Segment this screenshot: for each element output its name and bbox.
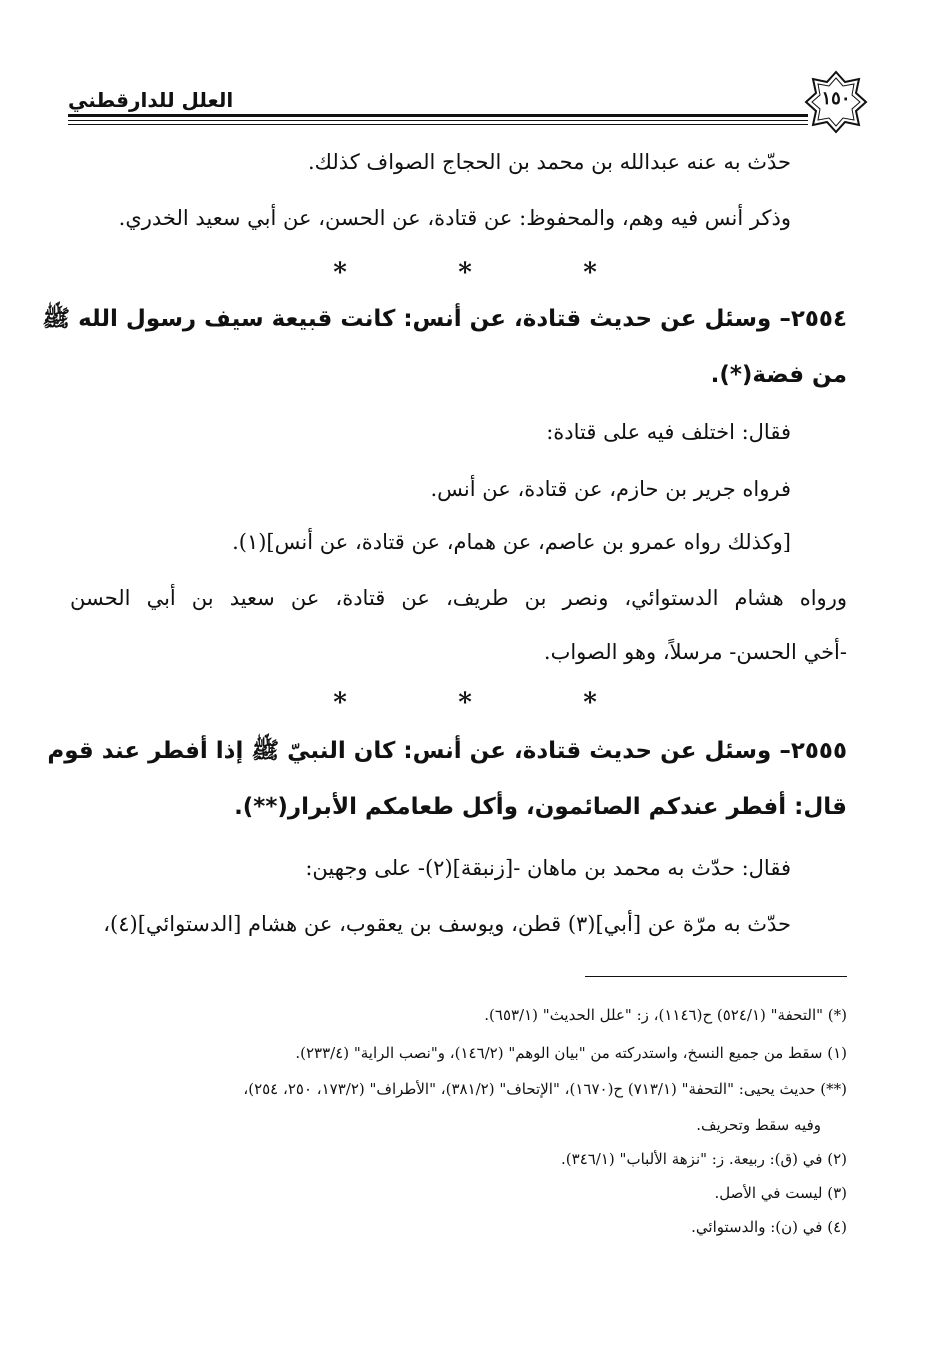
text-line: فقال: حدّث به محمد بن ماهان -[زنبقة](٢)- على وجهين: [305,856,791,880]
separator-star: * [333,258,347,288]
hadith-heading-continued: من فضة(*). [710,362,847,388]
footnote: (٢) في (ق): ربيعة. ز: "نزهة الألباب" (٣٤٦/١). [561,1150,847,1168]
separator-star: * [458,258,472,288]
text-line: حدّث به مرّة عن [أبي](٣) قطن، ويوسف بن يعقوب، عن هشام [الدستوائي](٤)، [103,912,791,936]
page-header [68,70,868,132]
section-separator [330,258,600,288]
footnote: (١) سقط من جميع النسخ، واستدركته من "بيان الوهم" (١٤٦/٢)، و"نصب الراية" (٢٣٣/٤). [295,1044,847,1062]
hadith-heading-continued: قال: أفطر عندكم الصائمون، وأكل طعامكم الأبرار(**). [234,794,847,820]
text-line: فرواه جرير بن حازم، عن قتادة، عن أنس. [430,477,791,501]
page-number: ١٥٠ [821,88,851,109]
text-line: فقال: اختلف فيه على قتادة: [546,420,791,444]
separator-star: * [333,688,347,718]
text-line: حدّث به عنه عبدالله بن محمد بن الحجاج الصواف كذلك. [307,150,791,174]
footnote: (**) حديث يحيى: "التحفة" (٧١٣/١) ح(١٦٧٠)، "الإتحاف" (٣٨١/٢)، "الأطراف" (١٧٣/٢، ٢٥٠، ٢٥٤)، [243,1080,847,1098]
separator-star: * [583,688,597,718]
footnote-separator [585,976,847,977]
text-line: ورواه هشام الدستوائي، ونصر بن طريف، عن قتادة، عن سعيد بن أبي الحسن [70,586,847,610]
page-number-badge [804,70,868,134]
footnote: (٣) ليست في الأصل. [714,1184,847,1202]
text-line: وذكر أنس فيه وهم، والمحفوظ: عن قتادة، عن الحسن، عن أبي سعيد الخدري. [118,206,791,230]
footnote: (٤) في (ن): والدستوائي. [691,1218,847,1236]
separator-star: * [583,258,597,288]
separator-star: * [458,688,472,718]
hadith-heading: ٢٥٥٤– وسئل عن حديث قتادة، عن أنس: كانت قبيعة سيف رسول الله ﷺ [42,306,847,332]
header-rule-thin [68,124,808,125]
text-line: -أخي الحسن- مرسلاً، وهو الصواب. [543,640,847,664]
header-rule-thick [68,114,808,117]
text-line: [وكذلك رواه عمرو بن عاصم، عن همام، عن قتادة، عن أنس](١). [232,530,791,554]
footnote-continued: وفيه سقط وتحريف. [696,1116,821,1134]
hadith-heading: ٢٥٥٥– وسئل عن حديث قتادة، عن أنس: كان النبيّ ﷺ إذا أفطر عند قوم [47,738,847,764]
section-separator [330,688,600,718]
footnote: (*) "التحفة" (٥٢٤/١) ح(١١٤٦)، ز: "علل الحديث" (٦٥٣/١). [484,1006,847,1024]
running-book-title: العلل للدارقطني [68,88,234,112]
header-rule-thin [68,120,808,121]
